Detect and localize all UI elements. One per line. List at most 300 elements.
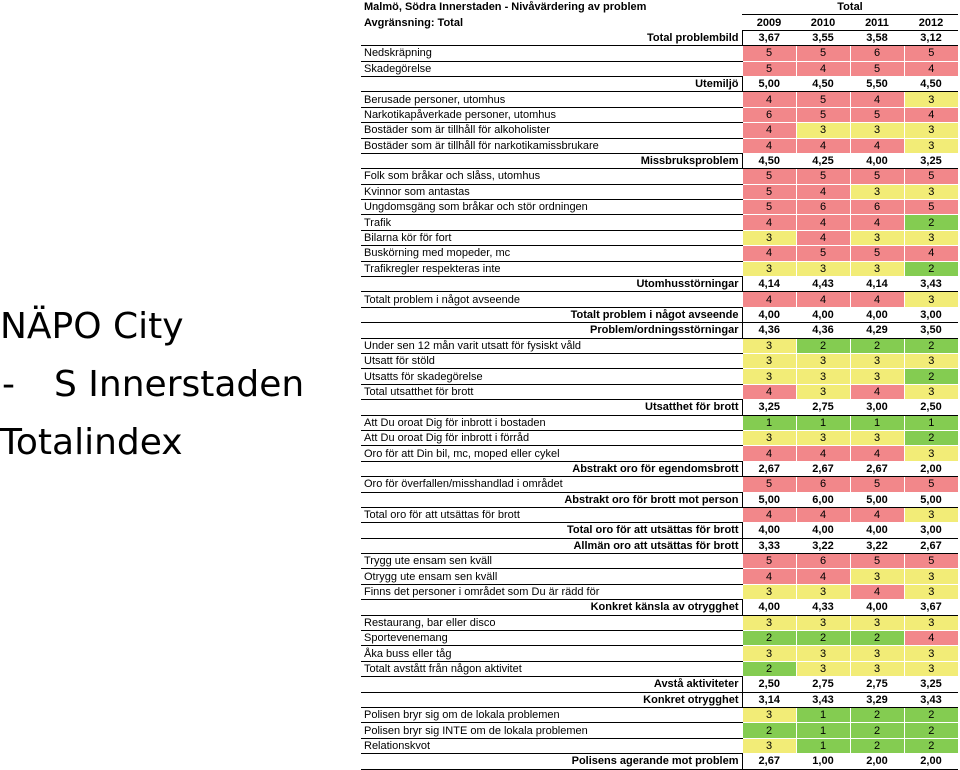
value-cell: 1 (742, 415, 796, 430)
summary-label: Konkret otrygghet (361, 692, 742, 707)
table-row (361, 661, 958, 676)
year-header: 2012 (904, 15, 958, 30)
table-row (361, 338, 958, 353)
value-cell: 3 (742, 230, 796, 245)
summary-label: Total problembild (361, 30, 742, 45)
value-cell: 2 (796, 338, 850, 353)
value-cell: 2 (904, 261, 958, 276)
value-cell: 4 (850, 507, 904, 522)
value-cell: 3 (850, 430, 904, 445)
row-label: Nedskräpning (361, 46, 742, 61)
value-cell: 3 (742, 353, 796, 368)
value-cell: 5 (904, 477, 958, 492)
row-label: Totalt avstått från någon aktivitet (361, 661, 742, 676)
value-cell: 6 (742, 107, 796, 122)
summary-value-cell: 2,00 (850, 754, 904, 769)
value-cell: 4 (904, 631, 958, 646)
summary-row (361, 461, 958, 476)
value-cell: 3 (742, 646, 796, 661)
value-cell: 3 (742, 338, 796, 353)
value-cell: 4 (796, 61, 850, 76)
summary-value-cell: 4,00 (850, 153, 904, 168)
row-label: Bilarna kör för fort (361, 230, 742, 245)
value-cell: 5 (850, 246, 904, 261)
summary-row (361, 30, 958, 45)
summary-value-cell: 4,14 (742, 277, 796, 292)
table-row (361, 446, 958, 461)
row-label: Folk som bråkar och slåss, utomhus (361, 169, 742, 184)
summary-value-cell: 5,00 (742, 492, 796, 507)
table-row (361, 46, 958, 61)
value-cell: 3 (850, 184, 904, 199)
summary-value-cell: 2,75 (850, 677, 904, 692)
summary-label: Abstrakt oro för egendomsbrott (361, 461, 742, 476)
value-cell: 1 (796, 738, 850, 753)
row-label: Under sen 12 mån varit utsatt för fysiskt våld (361, 338, 742, 353)
summary-row (361, 76, 958, 91)
summary-label: Totalt problem i något avseende (361, 307, 742, 322)
row-label: Total oro för att utsättas för brott (361, 507, 742, 522)
value-cell: 3 (904, 230, 958, 245)
value-cell: 5 (850, 61, 904, 76)
table-row (361, 92, 958, 107)
value-cell: 3 (742, 369, 796, 384)
summary-label: Utsatthet för brott (361, 400, 742, 415)
table-row (361, 723, 958, 738)
value-cell: 2 (850, 738, 904, 753)
value-cell: 4 (742, 215, 796, 230)
summary-value-cell: 3,22 (850, 538, 904, 553)
value-cell: 3 (904, 569, 958, 584)
summary-row (361, 307, 958, 322)
value-cell: 2 (850, 723, 904, 738)
summary-value-cell: 3,00 (850, 400, 904, 415)
value-cell: 4 (796, 184, 850, 199)
row-label: Berusade personer, utomhus (361, 92, 742, 107)
summary-value-cell: 3,58 (850, 30, 904, 45)
value-cell: 2 (796, 631, 850, 646)
value-cell: 5 (904, 554, 958, 569)
value-cell: 3 (796, 661, 850, 676)
value-cell: 5 (796, 107, 850, 122)
value-cell: 3 (904, 92, 958, 107)
row-label: Oro för överfallen/misshandlad i området (361, 477, 742, 492)
value-cell: 4 (850, 584, 904, 599)
value-cell: 5 (742, 200, 796, 215)
value-cell: 6 (850, 200, 904, 215)
value-cell: 5 (850, 554, 904, 569)
value-cell: 5 (796, 246, 850, 261)
value-cell: 3 (904, 384, 958, 399)
row-label: Kvinnor som antastas (361, 184, 742, 199)
value-cell: 3 (742, 738, 796, 753)
value-cell: 5 (796, 169, 850, 184)
summary-value-cell: 2,67 (742, 754, 796, 769)
row-label: Polisen bryr sig om de lokala problemen (361, 707, 742, 722)
summary-value-cell: 4,00 (742, 523, 796, 538)
table-row (361, 184, 958, 199)
summary-value-cell: 3,50 (904, 323, 958, 338)
value-cell: 5 (742, 169, 796, 184)
value-cell: 5 (796, 46, 850, 61)
value-cell: 4 (796, 215, 850, 230)
value-cell: 4 (742, 138, 796, 153)
value-cell: 4 (850, 384, 904, 399)
value-cell: 4 (742, 292, 796, 307)
summary-value-cell: 3,00 (904, 523, 958, 538)
value-cell: 5 (742, 477, 796, 492)
summary-value-cell: 2,67 (796, 461, 850, 476)
summary-value-cell: 1,00 (796, 754, 850, 769)
summary-value-cell: 2,67 (904, 538, 958, 553)
summary-value-cell: 3,25 (742, 400, 796, 415)
summary-value-cell: 3,25 (904, 677, 958, 692)
side-title-line1: NÄPO City (0, 306, 184, 347)
summary-label: Problem/ordningsstörningar (361, 323, 742, 338)
summary-row (361, 277, 958, 292)
row-label: Total utsatthet för brott (361, 384, 742, 399)
summary-value-cell: 5,00 (742, 76, 796, 91)
value-cell: 3 (850, 646, 904, 661)
value-cell: 6 (796, 554, 850, 569)
summary-label: Missbruksproblem (361, 153, 742, 168)
summary-value-cell: 4,00 (796, 523, 850, 538)
summary-row (361, 754, 958, 769)
year-header: 2009 (742, 15, 796, 30)
value-cell: 3 (850, 261, 904, 276)
side-title-dash: - (2, 364, 15, 405)
value-cell: 5 (904, 46, 958, 61)
row-label: Bostäder som är tillhåll för narkotikamissbrukare (361, 138, 742, 153)
value-cell: 3 (850, 353, 904, 368)
table-row (361, 631, 958, 646)
row-label: Buskörning med mopeder, mc (361, 246, 742, 261)
value-cell: 6 (796, 477, 850, 492)
row-label: Utsatts för skadegörelse (361, 369, 742, 384)
value-cell: 2 (904, 338, 958, 353)
value-cell: 1 (850, 415, 904, 430)
spreadsheet (361, 0, 958, 770)
value-cell: 5 (850, 107, 904, 122)
value-cell: 5 (796, 92, 850, 107)
value-cell: 3 (904, 661, 958, 676)
value-cell: 3 (850, 661, 904, 676)
value-cell: 2 (904, 707, 958, 722)
table-row (361, 200, 958, 215)
value-cell: 6 (850, 46, 904, 61)
summary-value-cell: 3,33 (742, 538, 796, 553)
value-cell: 3 (850, 230, 904, 245)
summary-value-cell: 3,67 (742, 30, 796, 45)
value-cell: 4 (796, 292, 850, 307)
table-row (361, 215, 958, 230)
table-row (361, 107, 958, 122)
summary-value-cell: 2,75 (796, 677, 850, 692)
value-cell: 3 (796, 353, 850, 368)
value-cell: 4 (850, 446, 904, 461)
summary-row (361, 600, 958, 615)
summary-value-cell: 3,43 (796, 692, 850, 707)
value-cell: 5 (742, 184, 796, 199)
value-cell: 2 (904, 215, 958, 230)
summary-row (361, 400, 958, 415)
value-cell: 3 (904, 507, 958, 522)
row-label: Otrygg ute ensam sen kväll (361, 569, 742, 584)
summary-value-cell: 3,22 (796, 538, 850, 553)
value-cell: 3 (742, 584, 796, 599)
table-row (361, 384, 958, 399)
value-cell: 3 (796, 615, 850, 630)
table-row (361, 61, 958, 76)
value-cell: 3 (904, 646, 958, 661)
summary-value-cell: 4,00 (850, 523, 904, 538)
value-cell: 4 (850, 92, 904, 107)
summary-value-cell: 6,00 (796, 492, 850, 507)
summary-row (361, 692, 958, 707)
summary-value-cell: 2,67 (742, 461, 796, 476)
value-cell: 3 (796, 369, 850, 384)
summary-value-cell: 5,00 (904, 492, 958, 507)
table-row (361, 569, 958, 584)
summary-row (361, 677, 958, 692)
filter-label: Avgränsning: Total (364, 16, 463, 29)
summary-value-cell: 4,00 (796, 307, 850, 322)
value-cell: 5 (904, 200, 958, 215)
summary-row (361, 538, 958, 553)
value-cell: 3 (850, 569, 904, 584)
summary-value-cell: 4,25 (796, 153, 850, 168)
table-row (361, 138, 958, 153)
value-cell: 4 (796, 569, 850, 584)
summary-label: Avstå aktiviteter (361, 677, 742, 692)
value-cell: 4 (742, 384, 796, 399)
value-cell: 5 (850, 477, 904, 492)
summary-value-cell: 4,00 (850, 307, 904, 322)
table-row (361, 353, 958, 368)
value-cell: 4 (742, 446, 796, 461)
row-label: Att Du oroat Dig för inbrott i förråd (361, 430, 742, 445)
value-cell: 5 (850, 169, 904, 184)
summary-label: Utemiljö (361, 76, 742, 91)
value-cell: 3 (796, 646, 850, 661)
value-cell: 4 (904, 107, 958, 122)
table-row (361, 292, 958, 307)
value-cell: 2 (904, 430, 958, 445)
value-cell: 4 (904, 246, 958, 261)
summary-row (361, 323, 958, 338)
summary-label: Allmän oro att utsättas för brott (361, 538, 742, 553)
value-cell: 3 (850, 615, 904, 630)
table-row (361, 477, 958, 492)
value-cell: 3 (904, 138, 958, 153)
summary-row (361, 492, 958, 507)
header-row-title (361, 0, 958, 15)
table-body (361, 30, 958, 769)
row-label: Ungdomsgäng som bråkar och stör ordningen (361, 200, 742, 215)
summary-value-cell: 4,50 (742, 153, 796, 168)
row-label: Trygg ute ensam sen kväll (361, 554, 742, 569)
summary-value-cell: 3,55 (796, 30, 850, 45)
value-cell: 3 (904, 123, 958, 138)
year-header: 2011 (850, 15, 904, 30)
value-cell: 2 (850, 631, 904, 646)
row-label: Oro för att Din bil, mc, moped eller cykel (361, 446, 742, 461)
value-cell: 3 (904, 184, 958, 199)
row-label: Finns det personer i området som Du är rädd för (361, 584, 742, 599)
value-cell: 4 (742, 123, 796, 138)
table-row (361, 169, 958, 184)
summary-value-cell: 3,12 (904, 30, 958, 45)
value-cell: 2 (742, 723, 796, 738)
summary-label: Polisens agerande mot problem (361, 754, 742, 769)
value-cell: 3 (796, 384, 850, 399)
summary-value-cell: 4,36 (742, 323, 796, 338)
value-cell: 3 (904, 615, 958, 630)
summary-value-cell: 3,43 (904, 692, 958, 707)
summary-value-cell: 2,00 (904, 754, 958, 769)
value-cell: 4 (796, 507, 850, 522)
row-label: Totalt problem i något avseende (361, 292, 742, 307)
header-row-years (361, 15, 958, 30)
row-label: Trafik (361, 215, 742, 230)
summary-value-cell: 4,33 (796, 600, 850, 615)
table-row (361, 430, 958, 445)
value-cell: 4 (850, 138, 904, 153)
summary-label: Utomhusstörningar (361, 277, 742, 292)
summary-value-cell: 4,00 (742, 600, 796, 615)
summary-value-cell: 3,00 (904, 307, 958, 322)
row-label: Narkotikapåverkade personer, utomhus (361, 107, 742, 122)
summary-value-cell: 3,14 (742, 692, 796, 707)
value-cell: 5 (742, 61, 796, 76)
summary-value-cell: 4,14 (850, 277, 904, 292)
summary-value-cell: 3,67 (904, 600, 958, 615)
row-label: Relationskvot (361, 738, 742, 753)
summary-value-cell: 4,50 (796, 76, 850, 91)
summary-value-cell: 4,29 (850, 323, 904, 338)
value-cell: 2 (850, 707, 904, 722)
side-title (0, 298, 350, 472)
table-row (361, 707, 958, 722)
value-cell: 3 (742, 707, 796, 722)
value-cell: 4 (850, 215, 904, 230)
table-row (361, 369, 958, 384)
sheet-title: Malmö, Södra Innerstaden - Nivåvärdering av problem (364, 1, 647, 14)
table-row (361, 123, 958, 138)
value-cell: 2 (742, 661, 796, 676)
table-row (361, 584, 958, 599)
value-cell: 4 (796, 446, 850, 461)
total-header: Total (742, 0, 958, 15)
table-row (361, 246, 958, 261)
value-cell: 4 (742, 569, 796, 584)
side-title-line3: Totalindex (0, 422, 183, 463)
value-cell: 2 (904, 369, 958, 384)
value-cell: 1 (796, 723, 850, 738)
table-row (361, 738, 958, 753)
summary-value-cell: 3,25 (904, 153, 958, 168)
summary-value-cell: 3,43 (904, 277, 958, 292)
value-cell: 4 (796, 230, 850, 245)
summary-value-cell: 2,67 (850, 461, 904, 476)
table-row (361, 554, 958, 569)
value-cell: 1 (904, 415, 958, 430)
value-cell: 4 (850, 292, 904, 307)
value-cell: 2 (850, 338, 904, 353)
summary-value-cell: 4,00 (742, 307, 796, 322)
value-cell: 5 (742, 46, 796, 61)
summary-value-cell: 4,50 (904, 76, 958, 91)
value-cell: 4 (742, 92, 796, 107)
side-title-line2-text: S Innerstaden (54, 364, 305, 405)
row-label: Utsatt för stöld (361, 353, 742, 368)
value-cell: 3 (904, 353, 958, 368)
row-label: Skadegörelse (361, 61, 742, 76)
row-label: Åka buss eller tåg (361, 646, 742, 661)
summary-value-cell: 5,50 (850, 76, 904, 91)
value-cell: 4 (742, 507, 796, 522)
value-cell: 4 (742, 246, 796, 261)
row-label: Restaurang, bar eller disco (361, 615, 742, 630)
value-cell: 1 (796, 415, 850, 430)
row-label: Trafikregler respekteras inte (361, 261, 742, 276)
value-cell: 3 (904, 446, 958, 461)
summary-value-cell: 4,36 (796, 323, 850, 338)
summary-label: Abstrakt oro för brott mot person (361, 492, 742, 507)
row-label: Att Du oroat Dig för inbrott i bostaden (361, 415, 742, 430)
side-title-line2 (0, 356, 350, 414)
row-label: Bostäder som är tillhåll för alkoholister (361, 123, 742, 138)
summary-row (361, 153, 958, 168)
summary-value-cell: 2,50 (742, 677, 796, 692)
summary-value-cell: 2,75 (796, 400, 850, 415)
summary-value-cell: 4,00 (850, 600, 904, 615)
summary-label: Total oro för att utsättas för brott (361, 523, 742, 538)
table-row (361, 261, 958, 276)
value-cell: 3 (796, 584, 850, 599)
year-header: 2010 (796, 15, 850, 30)
value-cell: 5 (904, 169, 958, 184)
value-cell: 3 (850, 369, 904, 384)
value-cell: 4 (904, 61, 958, 76)
value-cell: 3 (742, 615, 796, 630)
value-cell: 5 (742, 554, 796, 569)
value-cell: 3 (796, 430, 850, 445)
value-cell: 6 (796, 200, 850, 215)
value-cell: 2 (904, 738, 958, 753)
summary-label: Konkret känsla av otrygghet (361, 600, 742, 615)
summary-value-cell: 5,00 (850, 492, 904, 507)
table-row (361, 507, 958, 522)
row-label: Sportevenemang (361, 631, 742, 646)
value-cell: 1 (796, 707, 850, 722)
table-row (361, 615, 958, 630)
value-cell: 3 (850, 123, 904, 138)
table-row (361, 230, 958, 245)
summary-value-cell: 2,50 (904, 400, 958, 415)
value-cell: 3 (796, 261, 850, 276)
value-cell: 2 (742, 631, 796, 646)
value-cell: 3 (742, 261, 796, 276)
problem-table (361, 0, 958, 770)
value-cell: 3 (904, 292, 958, 307)
value-cell: 4 (796, 138, 850, 153)
value-cell: 3 (742, 430, 796, 445)
summary-value-cell: 3,29 (850, 692, 904, 707)
summary-row (361, 523, 958, 538)
row-label: Polisen bryr sig INTE om de lokala problemen (361, 723, 742, 738)
summary-value-cell: 4,43 (796, 277, 850, 292)
